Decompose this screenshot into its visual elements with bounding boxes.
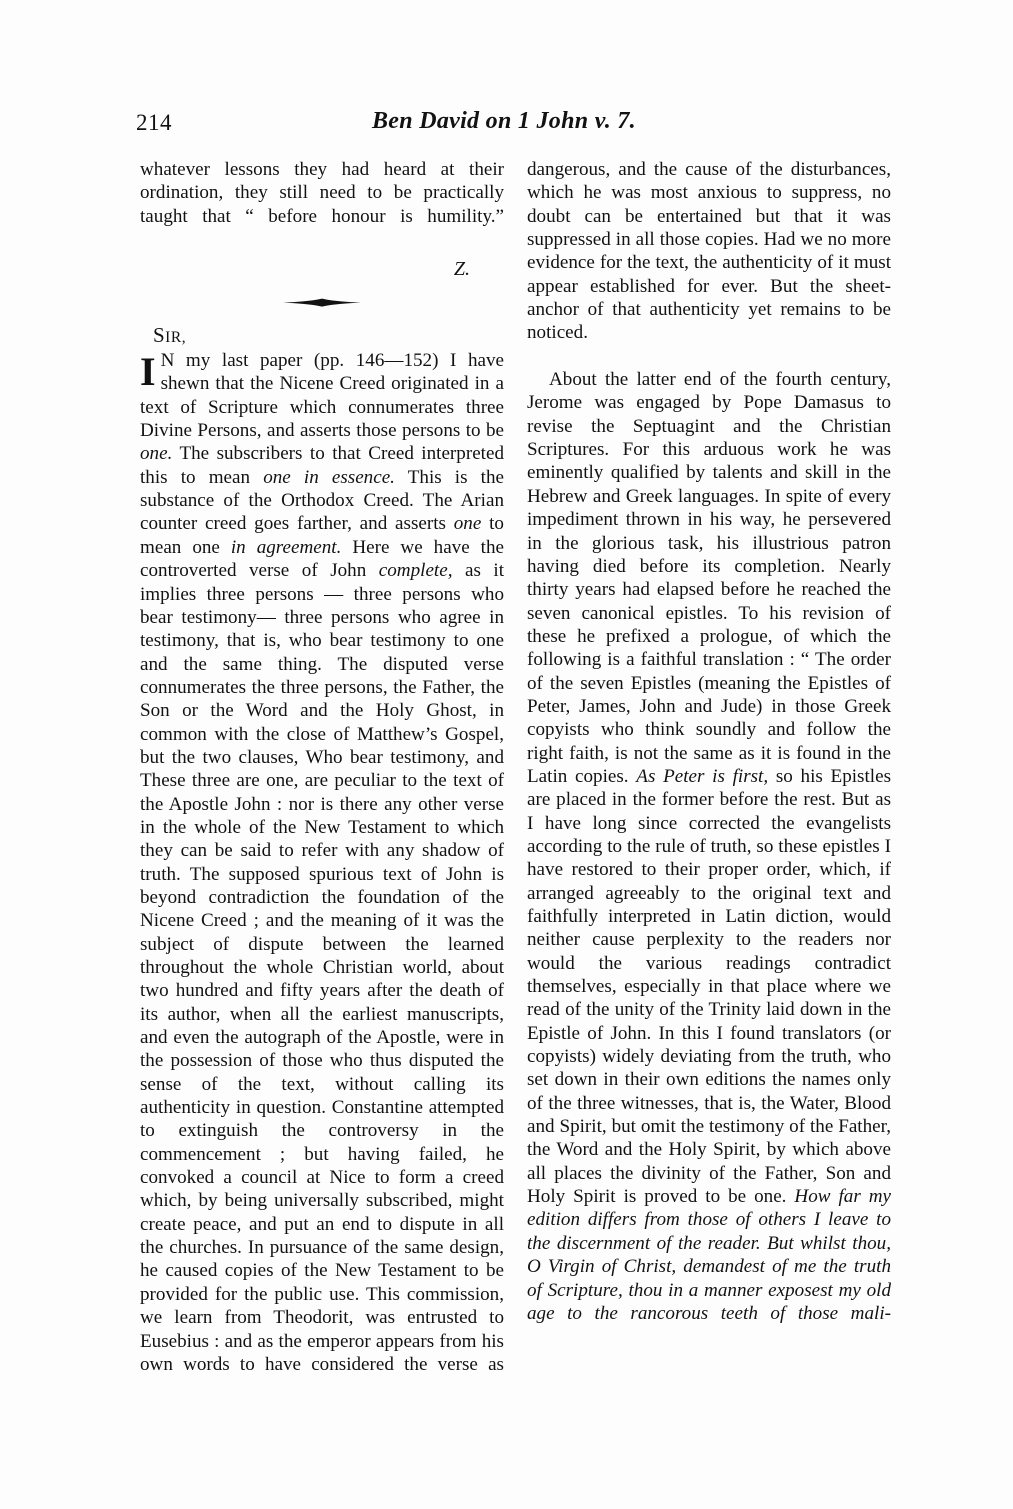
lens-ornament-icon [283, 298, 361, 307]
emphasis-complete: complete, [378, 560, 453, 582]
emphasis-as-peter-is-first: As Peter is first, [636, 765, 769, 787]
salutation-rest: IR, [165, 328, 187, 346]
article-signature: Z. [453, 258, 470, 281]
emphasis-in-agreement: in agreement. [230, 536, 342, 558]
paragraph-jerome [527, 368, 891, 1348]
salutation-initial: S [153, 322, 166, 347]
opening-text-b: The subscribers to that Creed interpreted this to mean [140, 443, 504, 488]
opening-text-c: This is the substance of the Orthodox Creed. The Arian counter creed goes farther, and asserts [140, 466, 505, 535]
section-divider [140, 282, 504, 320]
jerome-text-a: About the latter end of the fourth century, Jerome was engaged by Pope Damasus to revise the Septuagint and the Christian Scriptures. For this arduous work he was eminently qualified by talents and skill in the Hebrew and Greek languages. In spite of every impediment thrown in his way, he persevered in the glorious task, his illustrious patron having died before its completion. Nearly thirty years had elapsed before he reached the seven canonical epistles. To his revision of these he prefixed a prologue, of which the following is a faithful translation : “ The order of the seven Epistles (meaning the Epistles of Peter, James, John and Jude) in those Greek copyists who think soundly and follow the right faith, is not the same as it is found in the Latin copies. [527, 369, 891, 787]
opening-text-f: as it implies three persons — three persons who bear testimony— three persons who agree in testimony, that is, who bear testimony to one and the same thing. The disputed verse connumerates the three persons, the Father, the Son or the Word and the Holy Ghost, in common with the close of Matthew’s Gospel, but the two clauses, Who bear testimony, and These three are one, are peculiar to the text of the Apostle John : nor is there any other verse in the whole of the New Testament to which they can be said to refer with any shadow of truth. The supposed spurious text of John is beyond contradiction the foundation of the Nicene Creed ; and the meaning of it was the subject of dispute between the learned throughout the whole Christian world, about two hundred and fifty years after the death of its author, when all the earliest manuscripts, and even the autograph of the Apostle, were in the possession of those who thus disputed the sense of the text, without calling its authenticity in question. Constantine attempted to extinguish the controversy in the commencement ; but having failed, he convoked a council at Nice to form a creed which, by being universally subscribed, might create peace, and put an end to dispute in all the churches. In pursuance of the same design, he caused copies of the New Testament to be provided for the public use. This commission, we learn from Theodorit, was entrusted to Eusebius : and as the emperor appears from his own words to have considered the verse as [140, 560, 505, 1375]
opening-text-e: Here we have the controverted verse of John [140, 536, 504, 582]
opening-text-a: N my last paper (pp. 146—152) I have shewn that the Nicene Creed originated in a text of Scripture which connumerates three Divine Persons, and asserts those persons to be [140, 350, 504, 442]
right-column [527, 158, 891, 1349]
page-header [136, 108, 878, 142]
emphasis-one-2: one [453, 513, 482, 535]
jerome-text-b: so his Epistles are placed in the former before the rest. But as I have long since corrected the evangelists according to the rule of truth, so these epistles I have restored to their proper order, which, if arranged agreeably to the original text and faithfully interpreted in Latin diction, would neither cause perplexity to the readers nor would the various readings contradict themselves, especially in that place where we read of the unity of the Trinity laid down in the Epistle of John. In this I found translators (or copyists) widely deviating from the truth, who set down in their own editions the names only of the three witnesses, that is, the Water, Blood and Spirit, but omit the testimony of the Father, the Word and the Holy Spirit, by which above all places the divinity of the Father, Son and Holy Spirit is proved to be one. [527, 765, 891, 1208]
running-head: Ben David on 1 John v. 7. [372, 108, 636, 134]
emphasis-one-in-essence: one in essence. [263, 466, 395, 488]
drop-cap: I [140, 349, 156, 395]
closing-italic-passage: How far my edition differs from those of others I leave to the discernment of the reader. But whilst thou, O Virgin of Christ, demandest of me the truth of Scripture, thou in a manner exposest my old age to the rancorous teeth of those mali- [527, 1186, 891, 1324]
opening-text-d: to mean one [140, 513, 504, 558]
article-opening-paragraph [140, 349, 504, 1399]
page-number: 214 [136, 110, 172, 135]
salutation [140, 324, 504, 349]
paragraph-continued-right: dangerous, and the cause of the disturbances, which he was most anxious to suppress, no doubt can be entertained but that it was suppressed in all those copies. Had we no more evidence for the text, the authenticity of it must appear established for ever. But the sheet-anchor of that authenticity yet remains to be noticed. [527, 159, 891, 344]
left-column [140, 158, 504, 1400]
paragraph-continued-left: whatever lessons they had heard at their ordination, they still need to be practically taught that “ before honour is humility.” [140, 159, 504, 227]
emphasis-one: one. [140, 443, 173, 465]
